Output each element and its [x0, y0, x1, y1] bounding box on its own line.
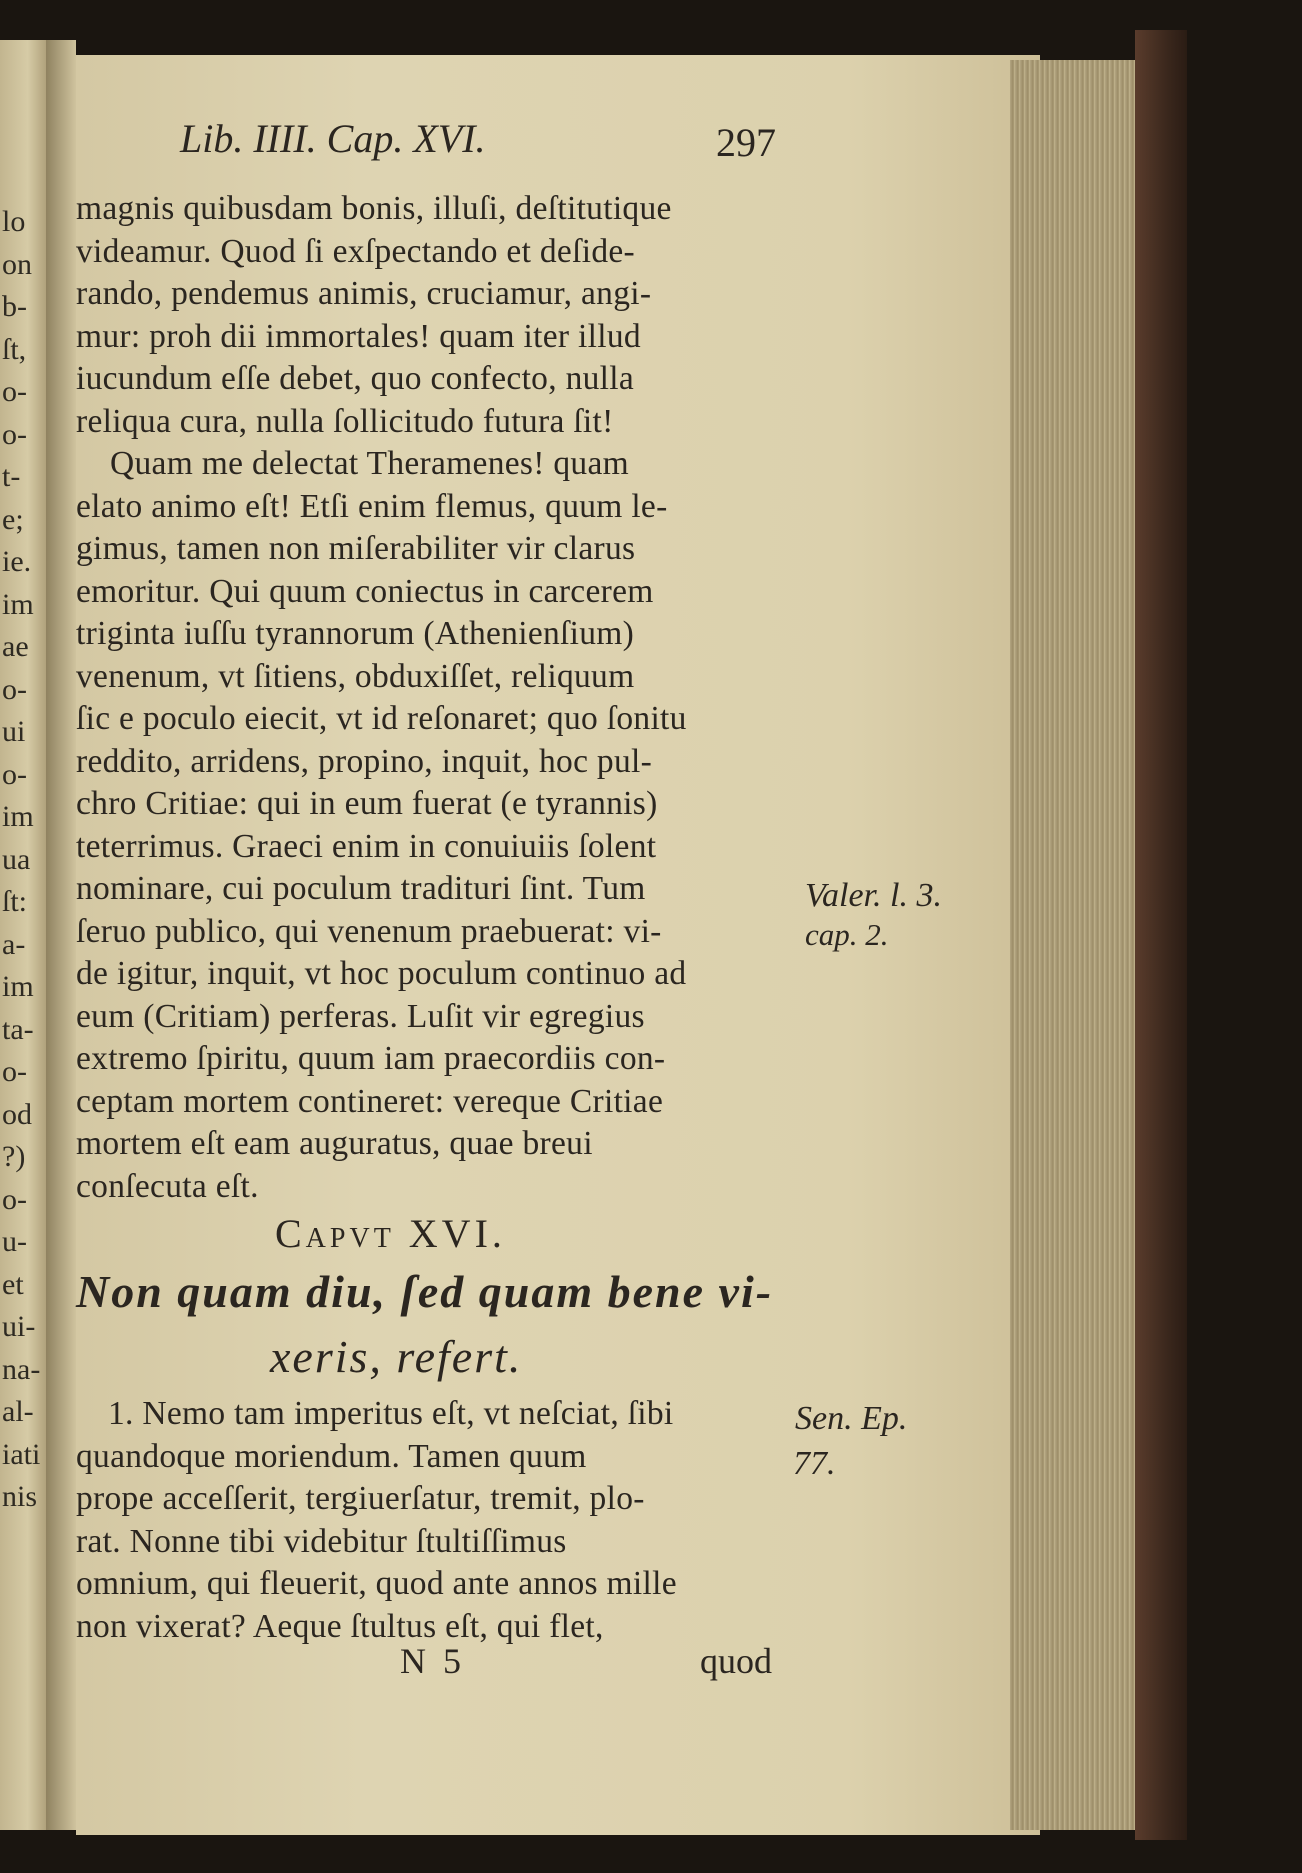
previous-page-fragment: ui	[2, 715, 26, 748]
margin-note-valer-1: Valer. l. 3.	[805, 877, 942, 914]
previous-page-fragment: a-	[2, 927, 26, 961]
previous-page-fragment: lo	[2, 205, 26, 238]
body-line: ceptam mortem contineret: vereque Critiae	[76, 1082, 664, 1120]
previous-page-fragment: nis	[2, 1480, 38, 1513]
previous-page-fragment: ?)	[2, 1140, 26, 1173]
body-line: eum (Critiam) perferas. Luſit vir egregius	[76, 997, 645, 1035]
previous-page-fragment: o-	[2, 375, 27, 408]
running-head: Lib. IIII. Cap. XVI.	[180, 116, 486, 161]
previous-page-fragment: et	[2, 1267, 24, 1301]
body-line: venenum, vt ſitiens, obduxiſſet, reliquum	[76, 657, 635, 695]
previous-page-fragment: o-	[2, 757, 27, 791]
previous-page-fragment: ui-	[2, 1310, 36, 1343]
book-gutter	[46, 40, 76, 1830]
previous-page-fragment: ta-	[2, 1012, 34, 1046]
body-line: videamur. Quod ſi exſpectando et deſide-	[76, 232, 635, 270]
previous-page-fragment: al-	[2, 1395, 34, 1428]
body-line: reliqua cura, nulla ſollicitudo futura ſit!	[76, 402, 614, 440]
running-header	[180, 115, 800, 165]
body-line: mortem eſt eam auguratus, quae breui	[76, 1125, 593, 1162]
previous-page-fragment: ua	[2, 842, 31, 876]
margin-note-sen-2: 77.	[793, 1445, 836, 1482]
previous-page-fragment: iati	[2, 1437, 41, 1471]
margin-note-valer-2: cap. 2.	[805, 917, 889, 952]
previous-page-fragment: u-	[2, 1225, 27, 1258]
chapter-title-line-1: Non quam diu, ſed quam bene vi-	[76, 1266, 774, 1317]
previous-page-fragment: o-	[2, 417, 27, 451]
body-line: extremo ſpiritu, quum iam praecordiis con-	[76, 1040, 666, 1077]
body-line: teterrimus. Graeci enim in conuiuiis ſolent	[76, 827, 657, 865]
section-line: omnium, qui fleuerit, quod ante annos mille	[76, 1565, 677, 1602]
book-cover-edge	[1135, 30, 1187, 1840]
chapter-title-line-2: xeris, refert.	[270, 1331, 523, 1382]
section-line: quandoque moriendum. Tamen quum	[76, 1437, 587, 1475]
section-line: rat. Nonne tibi videbitur ſtultiſſimus	[76, 1522, 567, 1560]
previous-page-fragment: o-	[2, 672, 27, 706]
previous-page-fragment: im	[2, 587, 34, 621]
page-fore-edge	[1010, 60, 1140, 1830]
margin-note-sen-1: Sen. Ep.	[795, 1400, 908, 1437]
body-line: mur: proh dii immortales! quam iter illud	[76, 317, 641, 355]
body-line: ſeruo publico, qui venenum praebuerat: vi-	[76, 912, 662, 950]
previous-page-fragment: e;	[2, 502, 24, 536]
previous-page-fragment: o-	[2, 1182, 27, 1216]
previous-page-fragment: ie.	[2, 545, 32, 578]
section-line: 1. Nemo tam imperitus eſt, vt neſciat, ſibi	[108, 1395, 674, 1432]
previous-page-fragment: od	[2, 1097, 32, 1131]
body-line: triginta iuſſu tyrannorum (Athenienſium)	[76, 615, 635, 652]
body-line: Quam me delectat Theramenes! quam	[110, 445, 630, 482]
previous-page-fragment: ſt:	[2, 885, 28, 918]
previous-page-fragment: on	[2, 247, 32, 281]
page-number: 297	[716, 120, 776, 165]
previous-page-fragment: b-	[2, 290, 27, 323]
catchword: quod	[700, 1641, 772, 1681]
body-line: gimus, tamen non miſerabiliter vir clarus	[76, 530, 636, 567]
body-line: magnis quibusdam bonis, illuſi, deſtitutique	[76, 190, 672, 227]
body-line: conſecuta eſt.	[76, 1167, 259, 1205]
body-line: iucundum eſſe debet, quo confecto, nulla	[76, 360, 635, 397]
chapter-heading: Capvt XVI.	[275, 1211, 506, 1256]
previous-page-fragment: na-	[2, 1352, 41, 1386]
previous-page-fragment: t-	[2, 460, 21, 493]
body-line: ſic e poculo eiecit, vt id reſonaret; quo ſonitu	[76, 700, 687, 737]
body-line: chro Critiae: qui in eum fuerat (e tyrannis)	[76, 785, 658, 822]
body-line: elato animo eſt! Etſi enim flemus, quum le-	[76, 487, 668, 525]
previous-page-fragment: im	[2, 970, 34, 1003]
body-line: de igitur, inquit, vt hoc poculum continuo ad	[76, 955, 687, 992]
section-line: non vixerat? Aeque ſtultus eſt, qui flet,	[76, 1607, 604, 1645]
body-line: nominare, cui poculum tradituri ſint. Tum	[76, 870, 646, 907]
previous-page-fragment: ae	[2, 630, 29, 663]
body-line: reddito, arridens, propino, inquit, hoc pul-	[76, 742, 653, 780]
previous-page-fragment: o-	[2, 1055, 27, 1088]
previous-page-edge	[0, 40, 46, 1830]
previous-page-fragment: ſt,	[2, 332, 27, 366]
body-line: emoritur. Qui quum coniectus in carcerem	[76, 572, 654, 610]
signature-mark: N 5	[400, 1641, 465, 1681]
previous-page-fragment: im	[2, 800, 34, 833]
section-line: prope acceſſerit, tergiuerſatur, tremit, plo-	[76, 1480, 645, 1517]
body-line: rando, pendemus animis, cruciamur, angi-	[76, 275, 652, 312]
